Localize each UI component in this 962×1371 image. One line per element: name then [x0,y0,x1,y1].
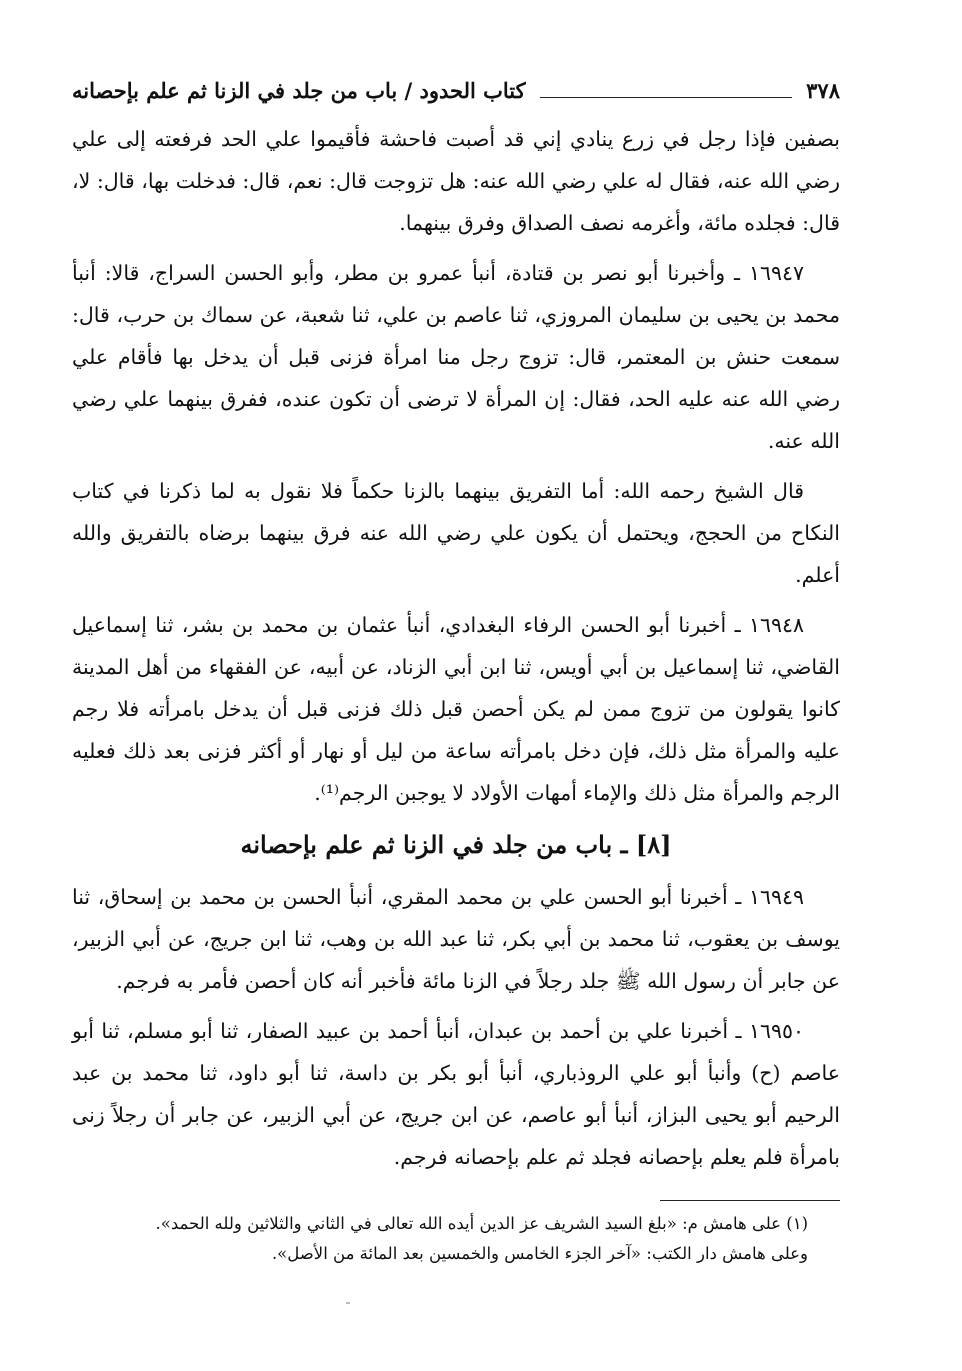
body-paragraph: بصفين فإذا رجل في زرع ينادي إني قد أصبت فاحشة فأقيموا علي الحد فرفعته إلى علي رضي الله عنه، فقال له علي رضي الله عنه: هل تزوجت قال: نعم، قال: فدخلت بها، قال: لا، قال: فجلده مائة، وأغرمه نصف الصداق وفرق بينهما. [72,127,840,235]
page-number: ٣٧٨ [806,78,840,103]
footnote-line: وعلى هامش دار الكتب: «آخر الجزء الخامس والخمسين بعد المائة من الأصل». [271,1244,808,1263]
header-rule [540,97,793,98]
running-title: كتاب الحدود / باب من جلد في الزنا ثم علم بإحصانه [72,78,526,103]
page-header [72,78,840,118]
book-page [72,78,840,1269]
chapter-heading: [٨] ـ باب من جلد في الزنا ثم علم بإحصانه [240,830,672,859]
hadith-paragraph: ١٦٩٤٩ ـ أخبرنا أبو الحسن علي بن محمد المقري، أنبأ الحسن بن محمد بن إسحاق، ثنا يوسف بن يعقوب، ثنا محمد بن أبي بكر، ثنا عبد الله بن وهب، ثنا ابن جريج، عن أبي الزبير، عن جابر أن رسول الله ﷺ جلد رجلاً في الزنا مائة فأخبر أنه كان أحصن فأمر به فرجم. [72,885,840,993]
hadith-paragraph: ١٦٩٥٠ ـ أخبرنا علي بن أحمد بن عبدان، أنبأ أحمد بن عبيد الصفار، ثنا أبو مسلم، ثنا أبو عاصم (ح) وأنبأ أبو علي الروذباري، أنبأ أبو بكر بن داسة، ثنا أبو داود، ثنا محمد بن عبد الرحيم أبو يحيى البزاز، أنبأ أبو عاصم، عن ابن جريج، عن أبي الزبير، عن جابر أن رجلاً زنى بامرأة فلم يعلم بإحصانه فجلد ثم علم بإحصانه فرجم. [72,1019,840,1169]
footnote-line: (١) على هامش م: «بلغ السيد الشريف عز الدين أيده الله تعالى في الثاني والثلاثين ولله الحمد». [155,1214,808,1233]
hadith-paragraph: ١٦٩٤٨ ـ أخبرنا أبو الحسن الرفاء البغدادي، أنبأ عثمان بن محمد بن بشر، ثنا إسماعيل القاضي، ثنا إسماعيل بن أبي أويس، ثنا ابن أبي الزناد، عن أبيه، عن الفقهاء من أهل المدينة كانوا يقولون من تزوج ممن لم يكن أحصن قبل ذلك فزنى قبل أن يدخل بامرأته فلا رجم عليه والمرأة مثل ذلك، فإن دخل بامرأته ساعة من ليل أو نهار أو أكثر فزنى بعد ذلك فعليه الرجم والمرأة مثل ذلك والإماء أمهات الأولاد لا يوجبن الرجم⁽¹⁾. [72,613,840,805]
footnote-rule [660,1200,840,1201]
scan-speck [346,1302,350,1304]
hadith-paragraph: ١٦٩٤٧ ـ وأخبرنا أبو نصر بن قتادة، أنبأ عمرو بن مطر، وأبو الحسن السراج، قالا: أنبأ محمد بن يحيى بن سليمان المروزي، ثنا عاصم بن علي، ثنا شعبة، عن سماك بن حرب، قال: سمعت حنش بن المعتمر، قال: تزوج رجل منا امرأة فزنى قبل أن يدخل بها فأقام علي رضي الله عنه عليه الحد، فقال: إن المرأة لا ترضى أن تكون عنده، ففرق بينهما علي رضي الله عنه. [72,261,840,453]
commentary-paragraph: قال الشيخ رحمه الله: أما التفريق بينهما بالزنا حكماً فلا نقول به لما ذكرنا في كتاب النكاح من الحجج، ويحتمل أن يكون علي رضي الله عنه فرق بينهما برضاه بالتفريق والله أعلم. [72,479,840,587]
